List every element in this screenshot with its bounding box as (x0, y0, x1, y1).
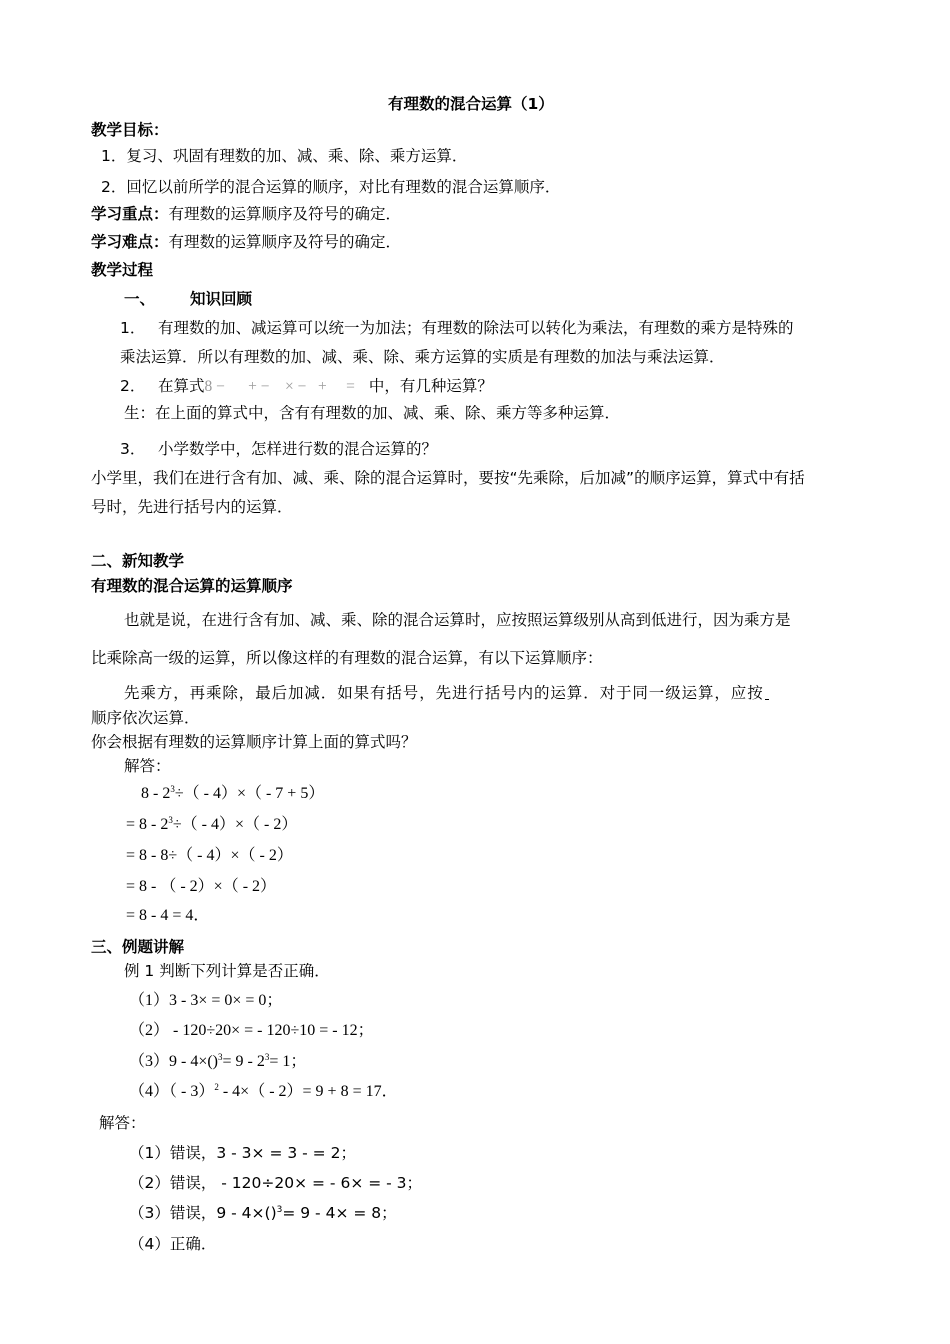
page-title: 有理数的混合运算（1） (388, 95, 554, 113)
example-item-4 (129, 1082, 398, 1102)
calc-step-2-a: = 8 - 2 (126, 816, 169, 833)
answer-item-3-a: （3）错误，9 - 4×() (129, 1204, 277, 1222)
example-item-3 (129, 1052, 306, 1072)
example-item-1: （1）3 - 3× = 0× = 0； (129, 992, 283, 1009)
solution-2-label: 解答： (99, 1114, 146, 1132)
calc-step-5: = 8 - 4 = 4． (126, 907, 210, 924)
calc-step-2-exp: 3 (168, 815, 173, 825)
review-2-expression: 8 − + − × − + = (204, 378, 355, 395)
answer-item-3-b: = 9 - 4× = 8； (282, 1204, 397, 1222)
review-2-line (158, 376, 493, 397)
key-point-label: 学习重点： (91, 205, 169, 223)
review-2-prefix: 在算式 (158, 377, 205, 395)
difficulty-label: 学习难点： (91, 233, 169, 251)
example-item-3-c: = 1； (269, 1053, 307, 1070)
section-2-subheading: 有理数的混合运算的运算顺序 (91, 577, 293, 595)
review-1-number: 1． (120, 319, 146, 337)
review-3-answer-line-1: 小学里，我们在进行含有加、减、乘、除的混合运算时，要按“先乘除，后加减”的顺序运算，算式中有括 (91, 469, 805, 487)
process-heading: 教学过程 (91, 261, 154, 279)
example-item-3-exp1: 3 (218, 1052, 223, 1062)
difficulty-text: 有理数的运算顺序及符号的确定． (168, 233, 402, 251)
order-rule-line-2: 顺序依次运算． (91, 709, 200, 727)
calc-step-2 (126, 815, 297, 835)
section-1-title: 知识回顾 (190, 290, 253, 308)
answer-item-3 (129, 1203, 397, 1223)
difficulty-point (91, 232, 401, 252)
section-2-heading: 二、新知教学 (91, 552, 185, 570)
review-1-continuation: 乘法运算．所以有理数的加、减、乘、除、乘方运算的实质是有理数的加法与乘法运算． (120, 348, 725, 366)
answer-item-4: （4）正确． (129, 1235, 217, 1253)
example-item-4-exp: 2 (214, 1082, 219, 1092)
order-paragraph-line-2: 比乘除高一级的运算，所以像这样的有理数的混合运算，有以下运算顺序： (91, 649, 603, 667)
section-3-heading: 三、例题讲解 (91, 938, 185, 956)
review-3-number: 3． (120, 440, 146, 458)
goal-2: 2．回忆以前所学的混合运算的顺序，对比有理数的混合运算顺序． (101, 178, 561, 196)
key-point (91, 204, 401, 224)
example-1-prompt: 例 1 判断下列计算是否正确． (124, 962, 330, 980)
calc-step-4: = 8 - （ - 2）×（ - 2） (126, 878, 277, 895)
review-1-text: 有理数的加、减运算可以统一为加法；有理数的除法可以转化为乘法，有理数的乘方是特殊的 (158, 319, 794, 337)
example-item-3-exp2: 3 (264, 1052, 270, 1062)
blank-underline (765, 685, 769, 700)
section-1-number: 一、 (124, 290, 156, 308)
example-item-3-a: （3）9 - 4×() (129, 1053, 219, 1070)
solution-label: 解答： (124, 757, 171, 775)
order-rule-line-1 (124, 683, 769, 703)
goals-heading: 教学目标： (91, 121, 169, 139)
question: 你会根据有理数的运算顺序计算上面的算式吗？ (91, 733, 417, 751)
review-2-suffix: 中，有几种运算？ (368, 377, 493, 395)
order-paragraph-line-1: 也就是说，在进行含有加、减、乘、除的混合运算时，应按照运算级别从高到低进行，因为乘方是 (124, 611, 791, 629)
goal-1: 1．复习、巩固有理数的加、减、乘、除、乘方运算． (101, 147, 468, 165)
example-item-3-b: = 9 - 2 (222, 1053, 265, 1070)
review-3-text: 小学数学中，怎样进行数的混合运算的？ (158, 440, 438, 458)
key-point-text: 有理数的运算顺序及符号的确定． (168, 205, 402, 223)
answer-item-2: （2）错误， - 120÷20× = - 6× = - 3； (129, 1174, 423, 1192)
calc-step-1-b: ÷（ - 4）×（ - 7 + 5） (174, 785, 325, 802)
review-3-answer-line-2: 号时，先进行括号内的运算． (91, 498, 293, 516)
example-item-4-a: （4）（ - 3） (129, 1083, 215, 1100)
answer-item-3-exp: 3 (276, 1205, 283, 1215)
calc-step-1-exp: 3 (170, 784, 175, 794)
example-item-4-b: - 4×（ - 2）= 9 + 8 = 17． (218, 1083, 398, 1100)
example-item-2: （2） - 120÷20× = - 120÷10 = - 12； (129, 1022, 374, 1039)
calc-step-1 (141, 784, 324, 804)
review-2-answer: 生：在上面的算式中，含有有理数的加、减、乘、除、乘方等多种运算． (124, 404, 621, 422)
review-2-number: 2． (120, 377, 146, 395)
order-rule-text: 先乘方，再乘除，最后加减．如果有括号，先进行括号内的运算．对于同一级运算，应按 (124, 684, 764, 702)
calc-step-1-a: 8 - 2 (141, 785, 171, 802)
answer-item-1: （1）错误，3 - 3× = 3 - = 2； (129, 1144, 356, 1162)
calc-step-3: = 8 - 8÷（ - 4）×（ - 2） (126, 847, 293, 864)
calc-step-2-b: ÷（ - 4）×（ - 2） (172, 816, 298, 833)
